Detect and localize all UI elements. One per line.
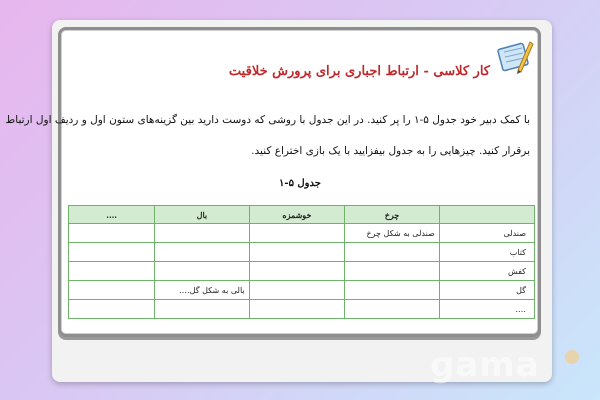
table-row [69,281,535,300]
table-row [69,243,535,262]
header-cell-wheel: چرخ [345,206,440,224]
pencil-notebook-icon [494,36,534,76]
table-row [69,224,535,243]
table-cell [155,243,249,262]
table-cell: صندلی به شکل چرخ [345,224,440,243]
table-row [69,262,535,281]
table-cell [69,281,155,300]
row-label-cell: صندلی [439,224,534,243]
table-cell [69,262,155,281]
watermark-dot [565,350,579,364]
table-cell: بالی به شکل گل…. [155,281,249,300]
table-cell [69,224,155,243]
table-cell [249,281,345,300]
row-label-cell: …. [439,300,534,319]
table-cell [249,224,345,243]
header-cell-empty [439,206,534,224]
table-header-row [69,206,535,224]
table-row [69,300,535,319]
instruction-line-1: با کمک دبیر خود جدول ۵-۱ را پر کنید. در این جدول با روشی که دوست دارید بین گزینه‌های ستون اول و ردیف اول ارتباط [5,114,530,126]
association-table [68,205,535,319]
table-cell [249,262,345,281]
watermark-logo: ɡama [430,345,540,385]
table-caption: جدول ۵-۱ [279,178,321,189]
table-cell [345,281,440,300]
table-cell [155,224,249,243]
table-cell [69,243,155,262]
table-cell [345,262,440,281]
row-label-cell: کفش [439,262,534,281]
header-cell-tasty: خوشمزه [249,206,345,224]
row-label-cell: گل [439,281,534,300]
slide-title: کار کلاسی - ارتباط اجباری برای پرورش خلاقیت [228,64,490,79]
table-cell [69,300,155,319]
table-cell [249,243,345,262]
table-cell [345,243,440,262]
table-cell [249,300,345,319]
header-cell-wing: بال [155,206,249,224]
row-label-cell: کتاب [439,243,534,262]
table-cell [155,300,249,319]
instruction-line-2: برقرار کنید. چیزهایی را به جدول بیفزایید با یک بازی اختراع کنید. [251,145,530,157]
table-cell [345,300,440,319]
header-cell-more: …. [69,206,155,224]
table-cell [155,262,249,281]
